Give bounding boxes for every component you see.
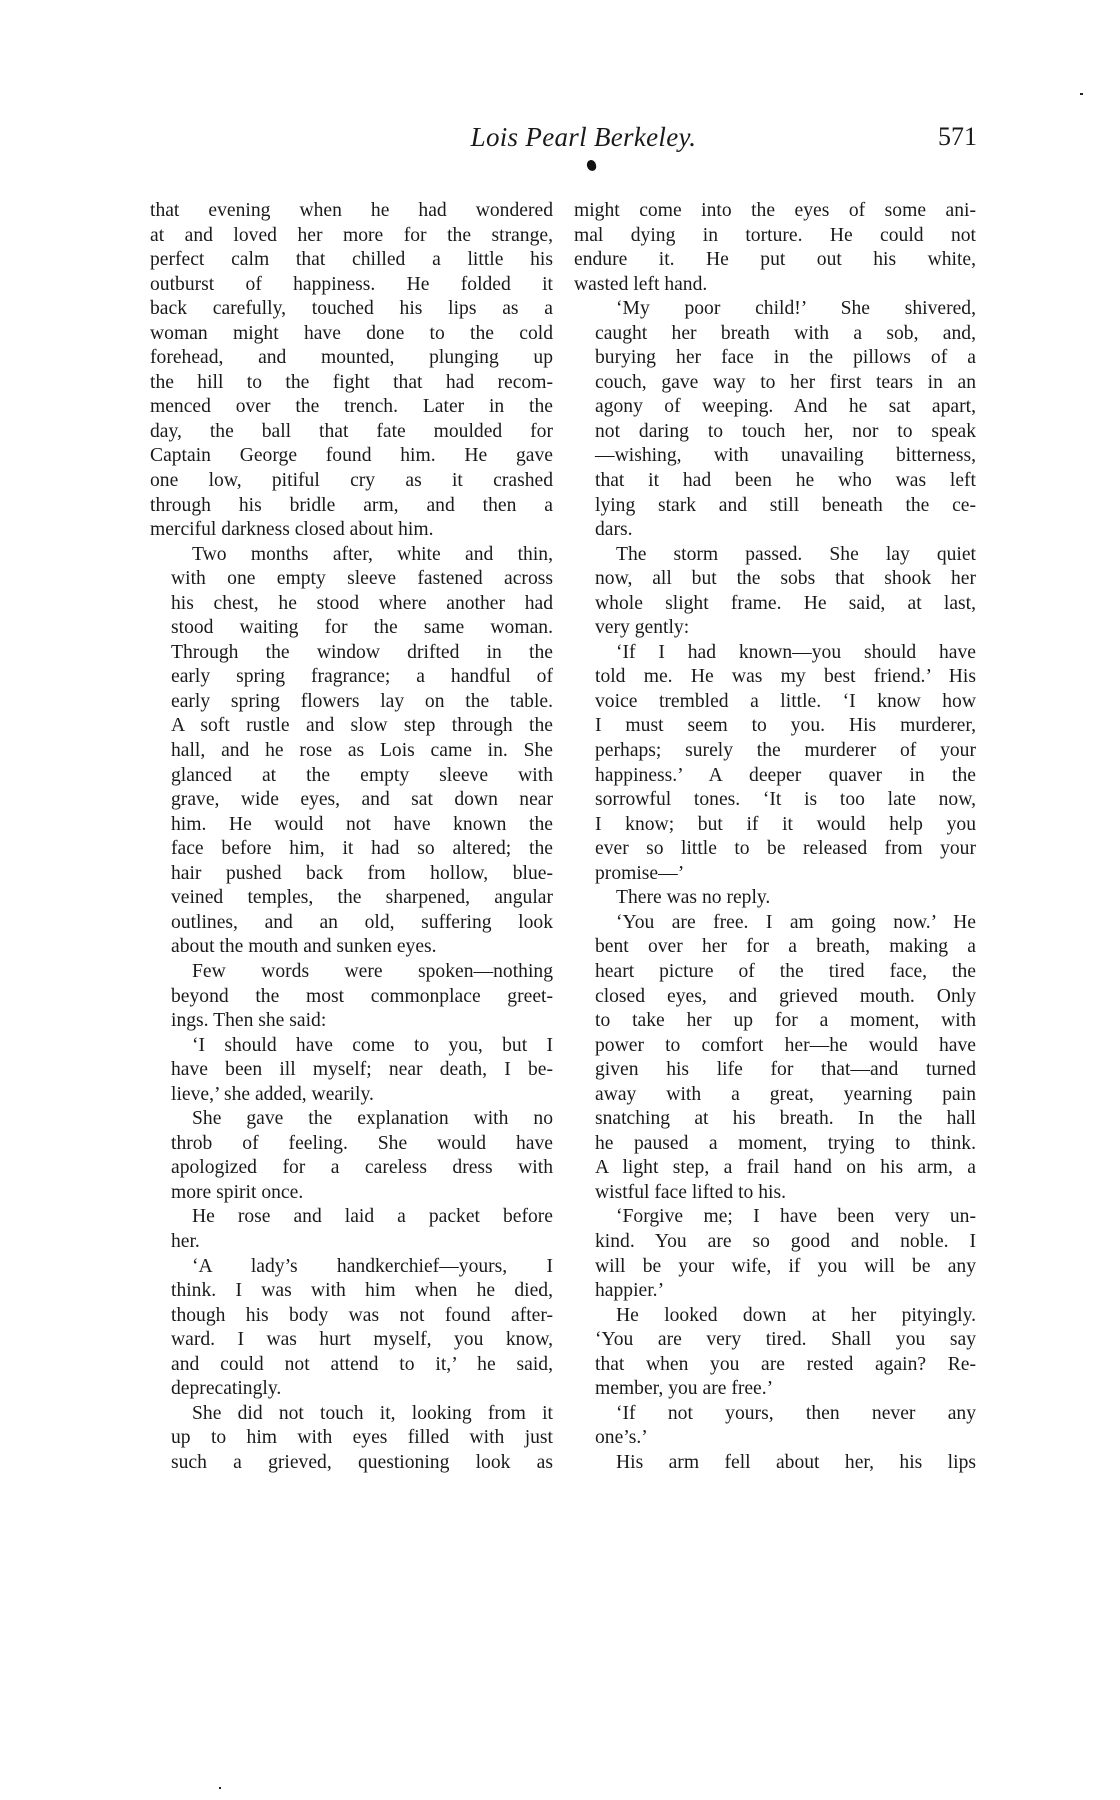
text-line: perfect calm that chilled a little his <box>150 249 553 271</box>
text-line: about the mouth and sunken eyes. <box>171 936 437 958</box>
text-line: more spirit once. <box>171 1181 304 1203</box>
text-line: think. I was with him when he died, <box>171 1280 553 1302</box>
paragraph <box>574 1451 976 1476</box>
text-line: power to comfort her—he would have <box>595 1034 976 1056</box>
text-line: perhaps; surely the murderer of your <box>595 740 976 762</box>
text-line: wistful face lifted to his. <box>595 1181 786 1203</box>
text-line: He rose and laid a packet before <box>192 1206 553 1228</box>
text-line: grave, wide eyes, and sat down near <box>171 789 553 811</box>
paragraph <box>150 543 553 960</box>
text-line: Few words were spoken—nothing <box>192 960 553 982</box>
text-line: given his life for that—and turned <box>595 1059 976 1081</box>
text-line: ‘A lady’s handkerchief—yours, I <box>192 1255 553 1277</box>
text-line: ings. Then she said: <box>171 1010 327 1032</box>
text-line: early spring flowers lay on the table. <box>171 690 553 712</box>
text-line: that when you are rested again? Re- <box>595 1353 976 1375</box>
text-line: the hill to the fight that had recom- <box>150 371 553 393</box>
text-line: ‘Forgive me; I have been very un- <box>616 1206 976 1228</box>
page-number: 571 <box>938 122 977 151</box>
text-line: apologized for a careless dress with <box>171 1157 553 1179</box>
paragraph <box>574 297 976 542</box>
text-line: glanced at the empty sleeve with <box>171 764 553 786</box>
text-line: will be your wife, if you will be any <box>595 1255 976 1277</box>
text-line: to take her up for a moment, with <box>595 1010 976 1032</box>
paragraph <box>150 960 553 1034</box>
running-title: Lois Pearl Berkeley. <box>470 122 697 152</box>
text-line: whole slight frame. He said, at last, <box>595 592 976 614</box>
text-line: voice trembled a little. ‘I know how <box>595 690 976 712</box>
text-line: very gently: <box>595 617 690 639</box>
text-line: wasted left hand. <box>574 273 708 295</box>
ink-blot-mark <box>586 159 598 172</box>
paragraph <box>574 543 976 641</box>
text-line: forehead, and mounted, plunging up <box>150 347 553 369</box>
paragraph <box>574 1402 976 1451</box>
text-line: A soft rustle and slow step through the <box>171 715 553 737</box>
paragraph <box>150 1402 553 1476</box>
text-line: hair pushed back from hollow, blue- <box>171 862 553 884</box>
text-line: member, you are free.’ <box>595 1378 774 1400</box>
text-line: him. He would not have known the <box>171 813 553 835</box>
text-line: with one empty sleeve fastened across <box>171 568 553 590</box>
text-line: back carefully, touched his lips as a <box>150 298 553 320</box>
text-line: He looked down at her pityingly. <box>616 1304 976 1326</box>
text-line: heart picture of the tired face, the <box>595 960 976 982</box>
paragraph <box>150 199 553 543</box>
text-line: ‘My poor child!’ She shivered, <box>616 298 976 320</box>
text-line: lieve,’ she added, wearily. <box>171 1083 374 1105</box>
scan-speck <box>219 1787 221 1789</box>
text-line: kind. You are so good and noble. I <box>595 1230 976 1252</box>
text-line: lying stark and still beneath the ce- <box>595 494 976 516</box>
text-line: have been ill myself; near death, I be- <box>171 1059 553 1081</box>
text-line: ‘If I had known—you should have <box>616 641 976 663</box>
text-line: throb of feeling. She would have <box>171 1132 553 1154</box>
paragraph <box>574 911 976 1206</box>
paragraph <box>574 641 976 886</box>
text-line: ward. I was hurt myself, you know, <box>171 1329 553 1351</box>
text-line: endure it. He put out his white, <box>574 249 976 271</box>
text-line: though his body was not found after- <box>171 1304 553 1326</box>
paragraph <box>574 1304 976 1402</box>
text-line: now, all but the sobs that shook her <box>595 568 976 590</box>
text-line: ever so little to be released from your <box>595 838 976 860</box>
text-line: early spring fragrance; a handful of <box>171 666 553 688</box>
text-line: not daring to touch her, nor to speak <box>595 420 976 442</box>
text-line: that evening when he had wondered <box>150 200 553 221</box>
text-line: outburst of happiness. He folded it <box>150 273 553 295</box>
text-line: mal dying in torture. He could not <box>574 224 976 246</box>
text-line: ‘You are very tired. Shall you say <box>595 1329 976 1351</box>
text-line: snatching at his breath. In the hall <box>595 1108 976 1130</box>
text-line: told me. He was my best friend.’ His <box>595 666 976 688</box>
text-line: ‘I should have come to you, but I <box>192 1034 553 1056</box>
text-line: A light step, a frail hand on his arm, a <box>595 1157 976 1179</box>
text-line: sorrowful tones. ‘It is too late now, <box>595 789 976 811</box>
text-line: outlines, and an old, suffering look <box>171 911 553 933</box>
text-line: up to him with eyes filled with just <box>171 1427 553 1449</box>
paragraph <box>150 1255 553 1402</box>
text-line: happiness.’ A deeper quaver in the <box>595 764 976 786</box>
text-line: away with a great, yearning pain <box>595 1083 976 1105</box>
text-line: beyond the most commonplace greet- <box>171 985 553 1007</box>
text-line: agony of weeping. And he sat apart, <box>595 396 976 418</box>
scan-speck <box>1080 93 1083 95</box>
text-line: menced over the trench. Later in the <box>150 396 553 418</box>
text-line: veined temples, the sharpened, angular <box>171 887 553 909</box>
running-head <box>150 122 977 158</box>
text-line: at and loved her more for the strange, <box>150 224 553 246</box>
text-line: woman might have done to the cold <box>150 322 553 344</box>
text-line: closed eyes, and grieved mouth. Only <box>595 985 976 1007</box>
text-line: day, the ball that fate moulded for <box>150 420 553 442</box>
text-line: hall, and he rose as Lois came in. She <box>171 740 553 762</box>
text-line: one’s.’ <box>595 1427 648 1449</box>
text-line: his chest, he stood where another had <box>171 592 553 614</box>
text-line: deprecatingly. <box>171 1378 282 1400</box>
paragraph <box>574 199 976 297</box>
text-line: There was no reply. <box>616 887 771 909</box>
text-line: her. <box>171 1230 200 1252</box>
text-line: stood waiting for the same woman. <box>171 617 553 639</box>
right-text-column <box>574 199 976 1475</box>
text-line: such a grieved, questioning look as <box>171 1451 553 1473</box>
text-line: through his bridle arm, and then a <box>150 494 553 516</box>
text-line: might come into the eyes of some ani- <box>574 200 976 221</box>
text-line: merciful darkness closed about him. <box>150 519 434 541</box>
text-line: couch, gave way to her first tears in an <box>595 371 976 393</box>
text-line: Two months after, white and thin, <box>192 543 553 565</box>
text-line: face before him, it had so altered; the <box>171 838 553 860</box>
paragraph <box>150 1034 553 1108</box>
text-line: that it had been he who was left <box>595 470 976 492</box>
paragraph <box>150 1205 553 1254</box>
text-line: I know; but if it would help you <box>595 813 976 835</box>
text-line: caught her breath with a sob, and, <box>595 322 976 344</box>
text-line: His arm fell about her, his lips <box>616 1451 976 1473</box>
text-line: one low, pitiful cry as it crashed <box>150 470 553 492</box>
text-line: promise—’ <box>595 862 685 884</box>
paragraph <box>150 1107 553 1205</box>
text-line: and could not attend to it,’ he said, <box>171 1353 553 1375</box>
text-line: ‘You are free. I am going now.’ He <box>616 911 976 933</box>
text-line: ‘If not yours, then never any <box>616 1402 976 1424</box>
text-line: he paused a moment, trying to think. <box>595 1132 976 1154</box>
text-line: Through the window drifted in the <box>171 641 553 663</box>
text-line: I must seem to you. His murderer, <box>595 715 976 737</box>
text-line: dars. <box>595 519 633 541</box>
text-line: happier.’ <box>595 1280 665 1302</box>
text-line: She gave the explanation with no <box>192 1108 553 1130</box>
paragraph <box>574 886 976 911</box>
text-line: —wishing, with unavailing bitterness, <box>595 445 976 467</box>
left-text-column <box>150 199 553 1475</box>
text-line: She did not touch it, looking from it <box>192 1402 553 1424</box>
text-line: Captain George found him. He gave <box>150 445 553 467</box>
text-line: bent over her for a breath, making a <box>595 936 976 958</box>
text-line: burying her face in the pillows of a <box>595 347 976 369</box>
text-line: The storm passed. She lay quiet <box>616 543 976 565</box>
paragraph <box>574 1205 976 1303</box>
